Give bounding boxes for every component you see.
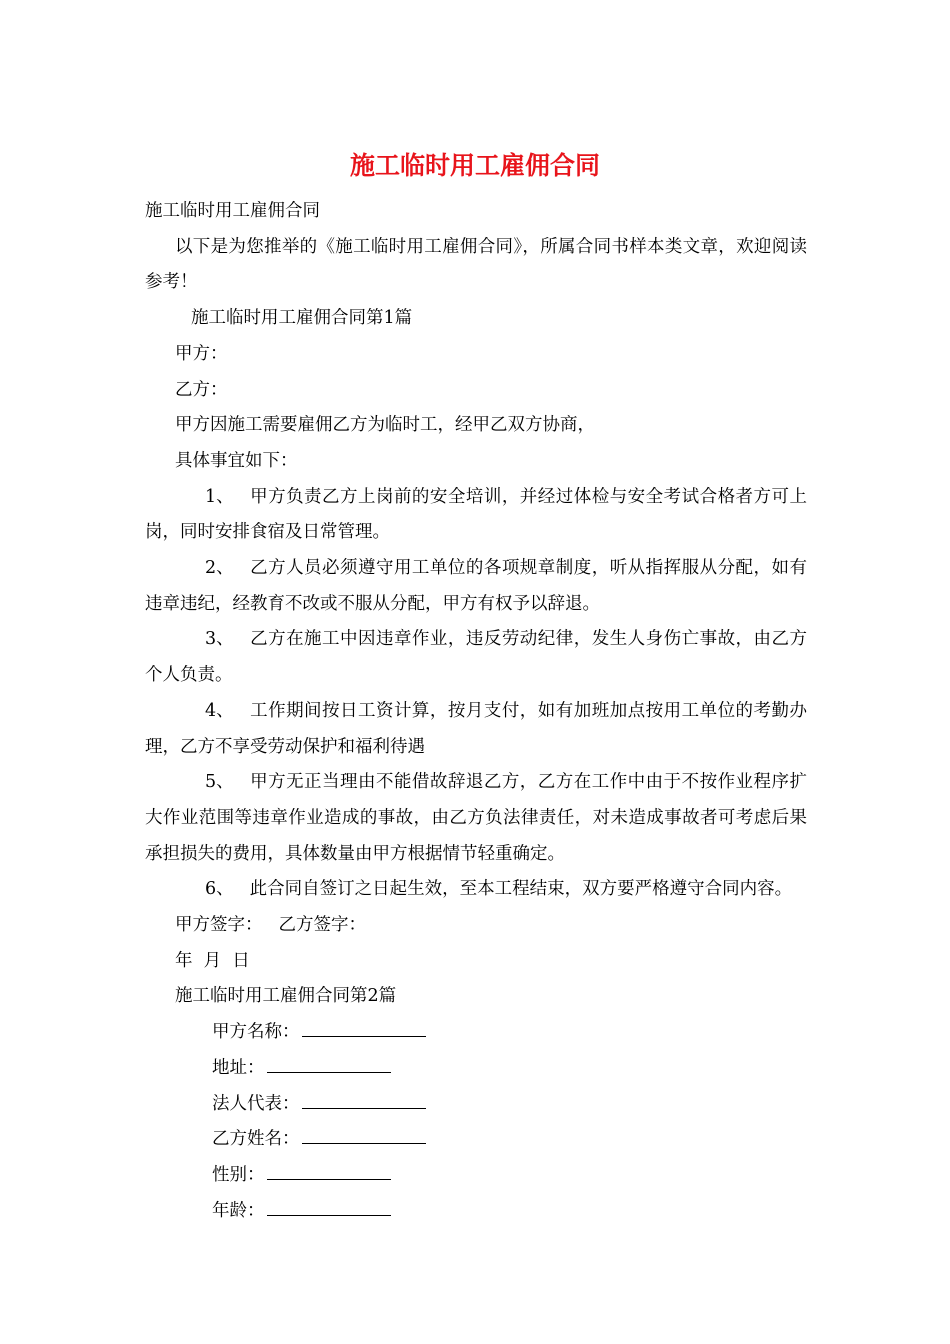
intro-paragraph: 以下是为您推举的《施工临时用工雇佣合同》，所属合同书样本类文章，欢迎阅读参考！ xyxy=(145,236,807,293)
clause-1 xyxy=(145,480,807,551)
clause-6 xyxy=(145,872,807,908)
clause-3 xyxy=(145,622,807,693)
blank-line xyxy=(302,1018,426,1037)
document-title: 施工临时用工雇佣合同 xyxy=(349,151,600,180)
clause-number: 1、 xyxy=(205,486,234,507)
field-label: 法人代表： xyxy=(212,1093,300,1114)
clause-text: 乙方人员必须遵守用工单位的各项规章制度，听从指挥服从分配，如有违章违纪，经教育不改或不服从分配，甲方有权予以辞退。 xyxy=(145,558,807,614)
clause-number: 3、 xyxy=(205,629,234,650)
party-b-label: 乙方： xyxy=(175,379,228,400)
clause-number: 2、 xyxy=(205,558,234,579)
clause-text: 甲方无正当理由不能借故辞退乙方，乙方在工作中由于不按作业程序扩大作业范围等违章作业造成的事故，由乙方负法律责任，对未造成事故者可考虑后果承担损失的费用，具体数量由甲方根据情节轻重确定。 xyxy=(145,772,807,864)
field-label: 年龄： xyxy=(212,1200,265,1221)
blank-line xyxy=(267,1161,391,1180)
clause-text: 甲方负责乙方上岗前的安全培训，并经过体检与安全考试合格者方可上岗，同时安排食宿及日常管理。 xyxy=(145,486,807,543)
clause-text: 工作期间按日工资计算，按月支付，如有加班加点按用工单位的考勤办理，乙方不享受劳动保护和福利待遇 xyxy=(145,700,807,757)
field-age xyxy=(145,1194,807,1230)
field-legal-representative xyxy=(145,1087,807,1123)
blank-line xyxy=(302,1125,426,1144)
field-address xyxy=(145,1051,807,1087)
signature-line xyxy=(145,908,807,944)
field-label: 甲方名称： xyxy=(212,1022,300,1043)
part1-heading: 施工临时用工雇佣合同第1篇 xyxy=(191,308,413,329)
blank-line xyxy=(267,1197,391,1216)
clause-4 xyxy=(145,694,807,765)
sign-a-label: 甲方签字： xyxy=(175,915,263,936)
clause-number: 6、 xyxy=(205,879,234,900)
field-party-b-name xyxy=(145,1122,807,1158)
clause-number: 5、 xyxy=(205,772,234,793)
clause-text: 此合同自签订之日起生效，至本工程结束，双方要严格遵守合同内容。 xyxy=(249,879,793,900)
clause-2 xyxy=(145,551,807,622)
field-label: 性别： xyxy=(212,1164,265,1185)
party-a-label: 甲方： xyxy=(175,343,228,364)
date-line: 年 月 日 xyxy=(175,950,250,971)
blank-line xyxy=(302,1090,426,1109)
field-gender xyxy=(145,1158,807,1194)
field-party-a-name xyxy=(145,1015,807,1051)
clause-5 xyxy=(145,765,807,872)
preamble: 甲方因施工需要雇佣乙方为临时工，经甲乙双方协商， xyxy=(175,415,595,436)
sign-b-label: 乙方签字： xyxy=(278,915,366,936)
clause-number: 4、 xyxy=(205,700,234,721)
details-heading: 具体事宜如下： xyxy=(175,450,298,471)
document-body xyxy=(145,194,807,1229)
field-label: 乙方姓名： xyxy=(212,1129,300,1150)
part2-heading: 施工临时用工雇佣合同第2篇 xyxy=(175,986,397,1007)
field-label: 地址： xyxy=(212,1057,265,1078)
blank-line xyxy=(267,1054,391,1073)
subtitle: 施工临时用工雇佣合同 xyxy=(145,201,320,221)
clause-text: 乙方在施工中因违章作业，违反劳动纪律，发生人身伤亡事故，由乙方个人负责。 xyxy=(145,629,807,686)
